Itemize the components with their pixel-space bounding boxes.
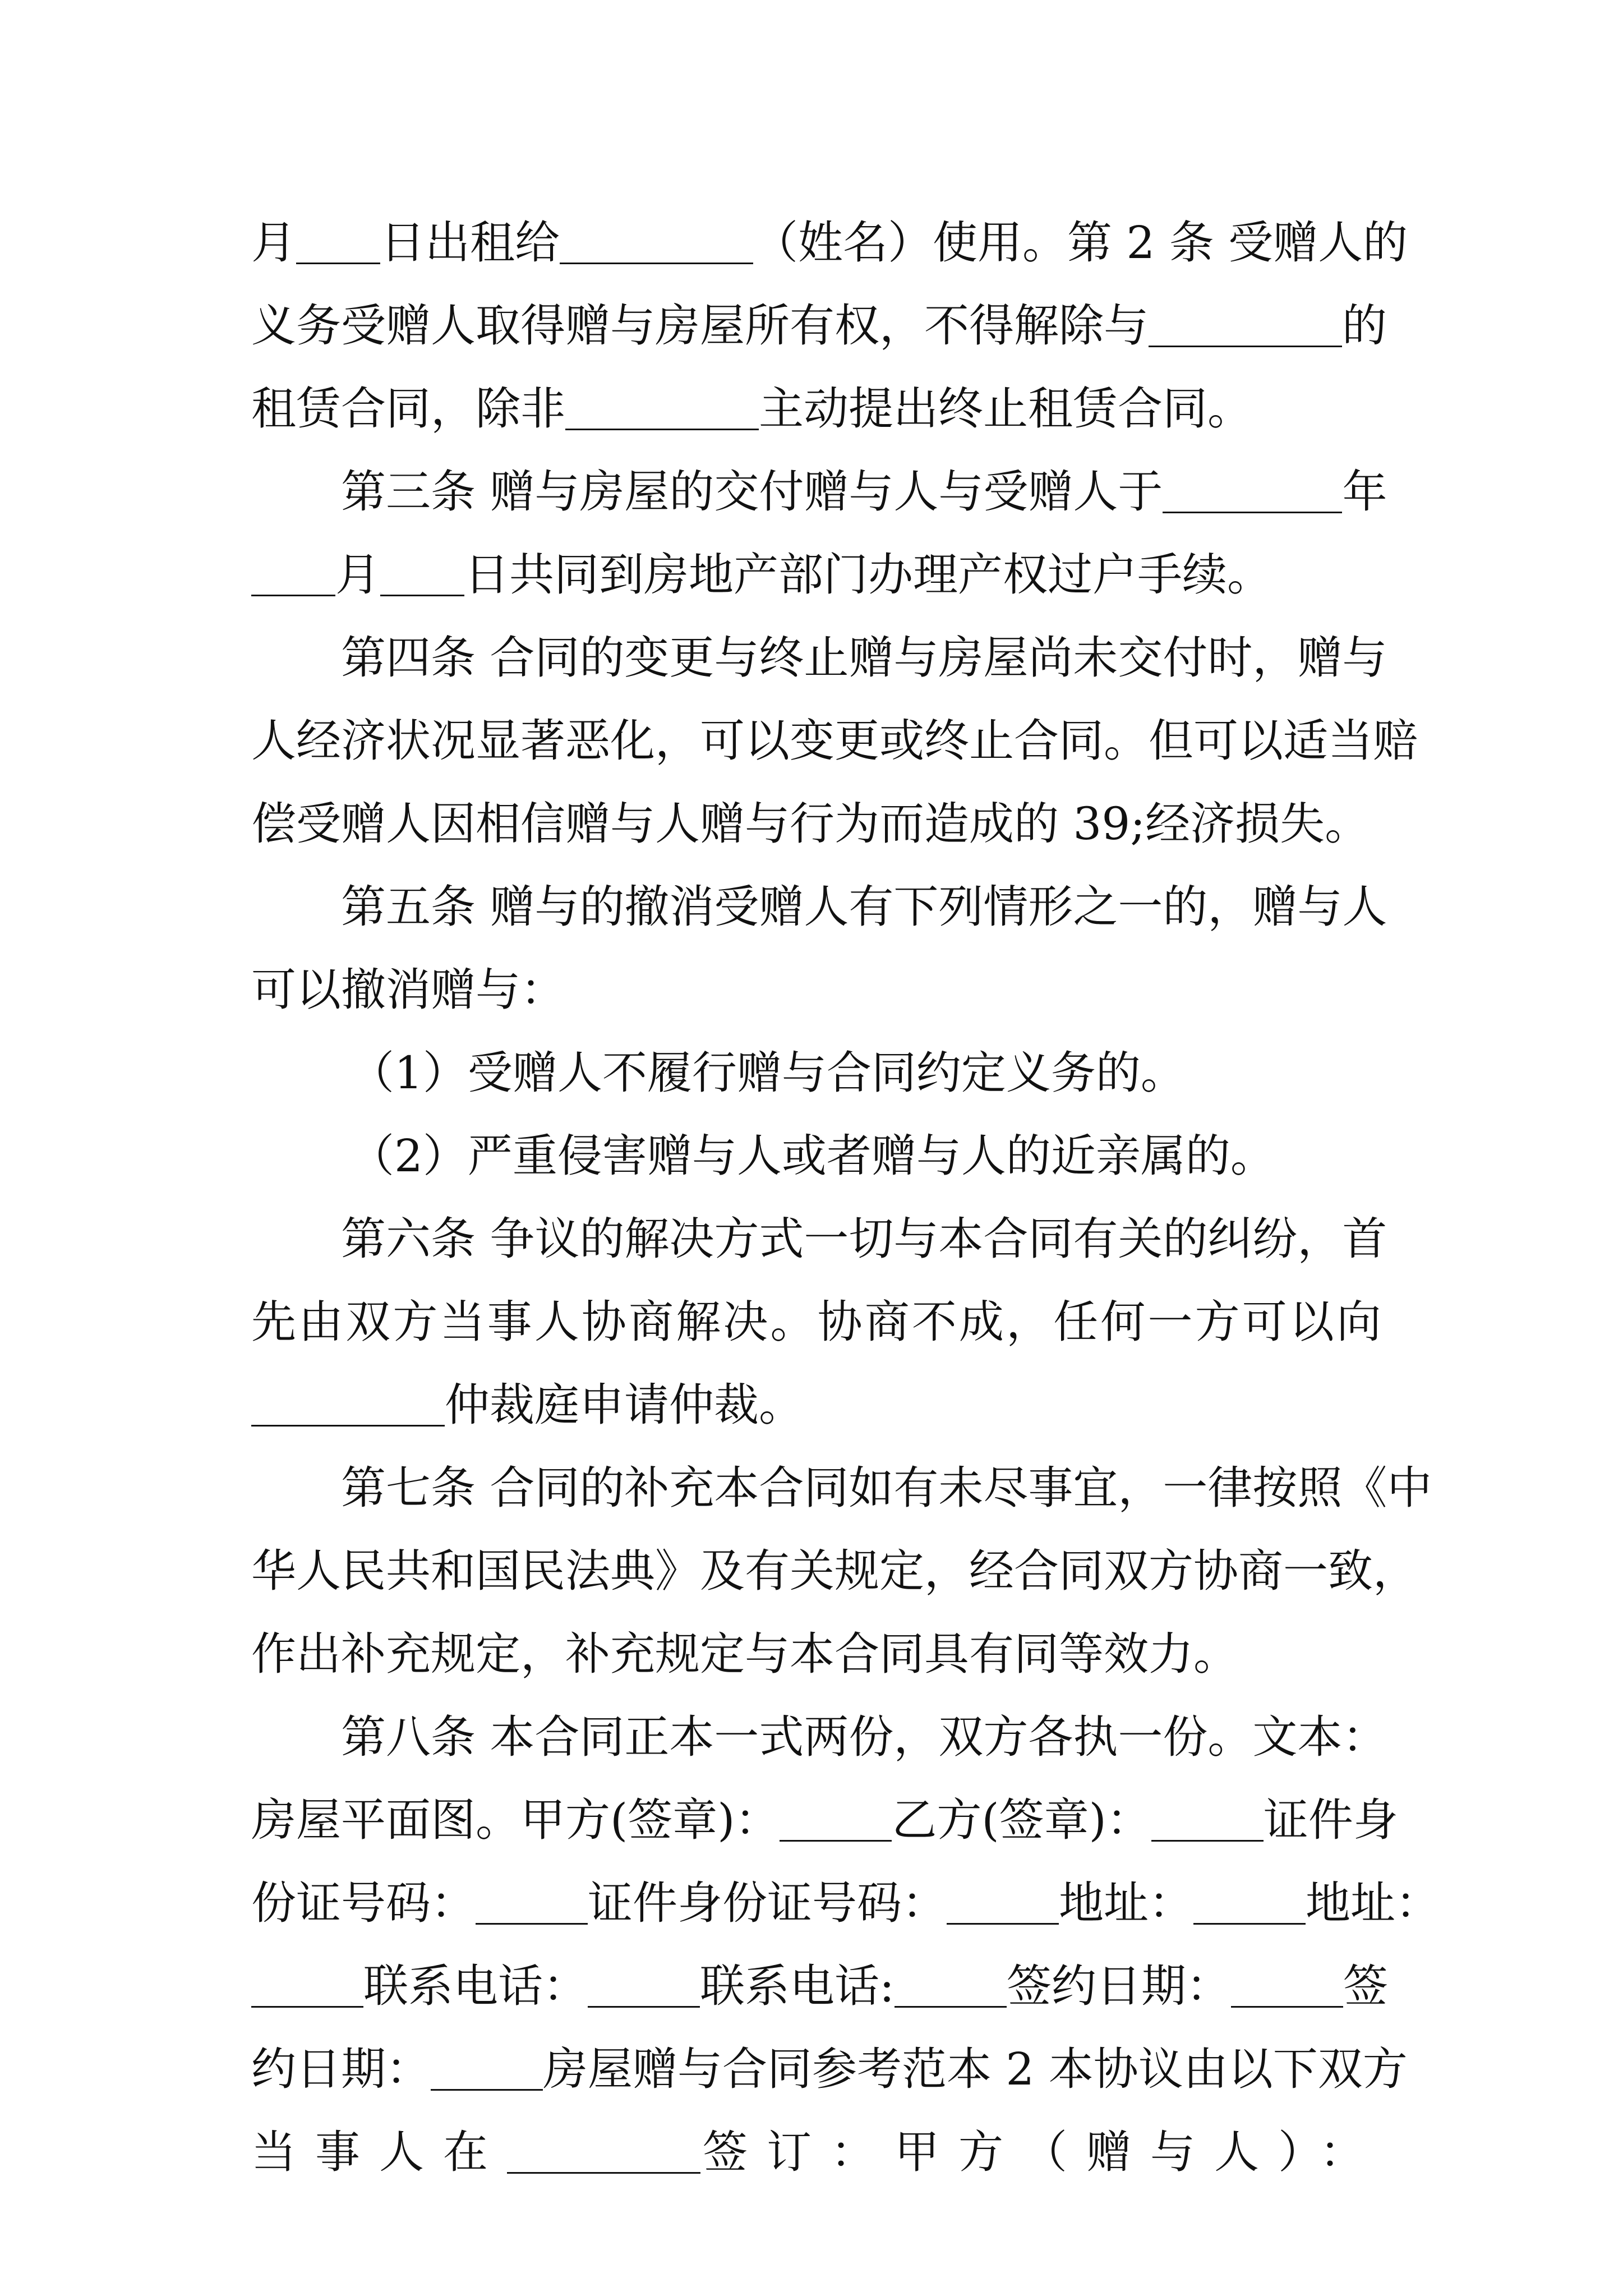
text-line [251,2110,1381,2194]
text: 的 [1342,300,1387,352]
text: 年 [1342,466,1387,518]
text-line: 第五条 赠与的撤消受赠人有下列情形之一的，赠与人 [341,881,1387,933]
blank-field [251,1965,363,2008]
text: 第三条 赠与房屋的交付赠与人与受赠人于 [341,466,1163,518]
text-line [251,1944,1388,2028]
blank-field [431,2048,543,2091]
blank-field [780,1799,892,1842]
text: 联系电话： [363,1960,588,2012]
text-line [251,201,1408,285]
text: 义务受赠人取得赠与房屋所有权，不得解除与 [251,300,1149,352]
text-line: 可以撤消赠与： [251,964,565,1016]
text-line [251,450,1387,534]
text-line: 第四条 合同的变更与终止赠与房屋尚未交付时，赠与 [341,632,1387,684]
text: 当事人在 [251,2126,507,2178]
blank-field [947,1882,1059,1925]
text: 房屋平面图。甲方(签章)： [251,1794,780,1846]
blank-field [560,222,753,265]
text: 日共同到房地产部门办理产权过户手续。 [464,549,1272,601]
text: 月 [251,217,296,269]
text-line: 第七条 合同的补充本合同如有未尽事宜，一律按照《中 [341,1462,1432,1514]
text-line: （1）受赠人不履行赠与合同约定义务的。 [349,1047,1186,1099]
text: 地址： [1306,1877,1440,1929]
text-line: 华人民共和国民法典》及有关规定，经合同双方协商一致， [251,1545,1418,1597]
text: 房屋赠与合同参考范本 2 本协议由以下双方 [543,2043,1408,2095]
blank-field [1193,1882,1306,1925]
text: 签订：甲方（赠与人）： [700,2126,1381,2178]
text-line: 人经济状况显著恶化，可以变更或终止合同。但可以适当赔 [251,715,1418,767]
text-line [251,1861,1440,1945]
text-line [251,1363,1381,1447]
text-line: （2）严重侵害赠与人或者赠与人的近亲属的。 [349,1130,1275,1182]
blank-field [251,1384,445,1427]
blank-field [507,2131,700,2174]
text: （姓名）使用。第 2 条 受赠人的 [753,217,1408,269]
blank-field [380,554,464,597]
text-line: 先由双方当事人协商解决。协商不成，任何一方可以向 [251,1296,1381,1348]
text: 乙方(签章)： [892,1794,1151,1846]
text: 份证号码： [251,1877,476,1929]
text: 联系电话: [700,1960,895,2012]
text: 仲裁庭申请仲裁。 [445,1379,804,1431]
blank-field [895,1965,1007,2008]
text-line [251,367,1381,451]
blank-field [251,554,335,597]
text: 签约日期： [1006,1960,1231,2012]
blank-field [1151,1799,1264,1842]
blank-field [565,388,759,431]
blank-field [1149,305,1342,348]
text: 签 [1343,1960,1388,2012]
blank-field [296,222,380,265]
text-line: 偿受赠人因相信赠与人赠与行为而造成的 39;经济损失。 [251,798,1370,850]
text: 证件身 [1263,1794,1398,1846]
text-line [251,2027,1408,2111]
blank-field [1231,1965,1343,2008]
text: 日出租给 [380,217,560,269]
text-line: 作出补充规定，补充规定与本合同具有同等效力。 [251,1628,1238,1680]
text: 租赁合同，除非 [251,383,565,435]
text: 主动提出终止租赁合同。 [759,383,1252,435]
text-line [251,284,1387,368]
text: 证件身份证号码： [588,1877,947,1929]
blank-field [1163,471,1342,514]
text-line [251,533,1381,617]
text-line: 第六条 争议的解决方式一切与本合同有关的纠纷，首 [341,1213,1387,1265]
text-line: 第八条 本合同正本一式两份，双方各执一份。文本： [341,1711,1387,1763]
text: 约日期： [251,2043,431,2095]
blank-field [588,1965,700,2008]
text: 地址： [1059,1877,1193,1929]
text: 月 [335,549,380,601]
text-line [251,1778,1398,1862]
blank-field [476,1882,588,1925]
